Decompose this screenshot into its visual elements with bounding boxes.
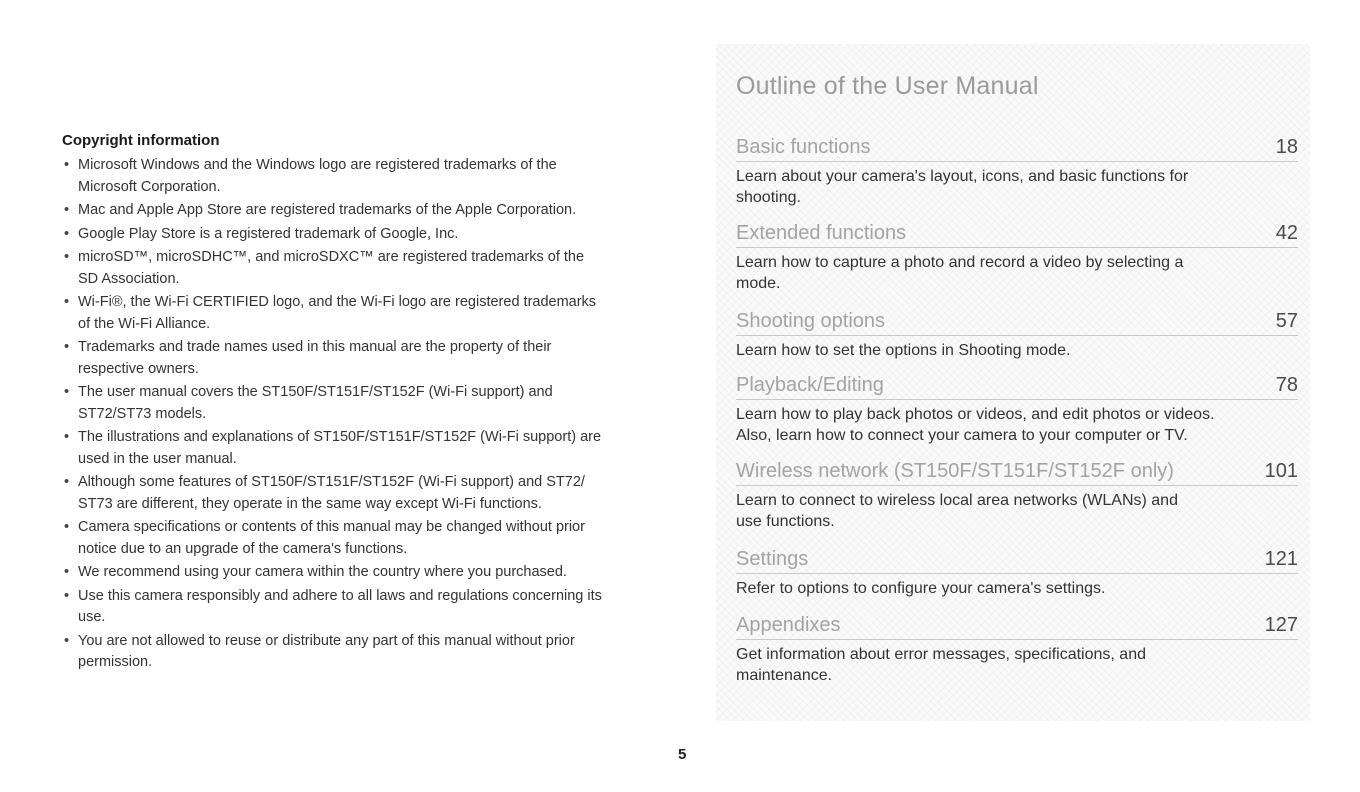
note-item: • Camera specifications or contents of this manual may be changed without prior notice due to an upgrade of the camera's functions.: [62, 517, 602, 560]
copyright-item: • Trademarks and trade names used in this manual are the property of their respective owners.: [62, 337, 602, 380]
section-description: Learn to connect to wireless local area networks (WLANs) and use functions.: [736, 492, 1178, 530]
section-page: 42: [1275, 222, 1298, 244]
note-item: • Use this camera responsibly and adhere to all laws and regulations concerning its use.: [62, 586, 602, 629]
left-column: [62, 132, 602, 676]
section-title: Appendixes: [736, 614, 841, 636]
section-page: 18: [1275, 136, 1298, 158]
note-item: • You are not allowed to reuse or distribute any part of this manual without prior permission.: [62, 631, 602, 674]
note-item: • The illustrations and explanations of ST150F/ST151F/ST152F (Wi-Fi support) are used in the user manual.: [62, 427, 602, 470]
section-description: Learn how to capture a photo and record a video by selecting a mode.: [736, 254, 1184, 292]
section-title: Wireless network (ST150F/ST151F/ST152F only): [736, 460, 1174, 482]
notes-list: [62, 382, 602, 674]
outline-title: Outline of the User Manual: [736, 72, 1039, 100]
outline-section-extended[interactable]: [736, 222, 1298, 294]
section-title: Basic functions: [736, 136, 871, 158]
section-page: 121: [1264, 548, 1298, 570]
section-page: 57: [1275, 310, 1298, 332]
section-page: 127: [1264, 614, 1298, 636]
section-title: Playback/Editing: [736, 374, 884, 396]
copyright-heading: Copyright information: [62, 132, 220, 149]
section-description: Get information about error messages, specifications, and maintenance.: [736, 646, 1146, 684]
section-description: Refer to options to configure your camera's settings.: [736, 580, 1106, 597]
section-page: 78: [1275, 374, 1298, 396]
outline-section-appendixes[interactable]: [736, 614, 1298, 686]
section-page: 101: [1264, 460, 1298, 482]
note-item: • Although some features of ST150F/ST151F/ST152F (Wi-Fi support) and ST72/ ST73 are different, they operate in the same way except Wi-Fi functions.: [62, 472, 602, 515]
outline-section-playback[interactable]: [736, 374, 1298, 446]
note-item: • The user manual covers the ST150F/ST151F/ST152F (Wi-Fi support) and ST72/ST73 models.: [62, 382, 602, 425]
outline-section-basic[interactable]: [736, 136, 1298, 208]
copyright-item: • Mac and Apple App Store are registered trademarks of the Apple Corporation.: [62, 200, 602, 222]
section-title: Shooting options: [736, 310, 886, 332]
copyright-item: • microSD™, microSDHC™, and microSDXC™ are registered trademarks of the SD Association.: [62, 247, 602, 290]
page-number: 5: [678, 746, 687, 763]
outline-section-wireless[interactable]: [736, 460, 1298, 532]
section-description: Learn how to set the options in Shooting mode.: [736, 342, 1071, 359]
outline-section-settings[interactable]: [736, 548, 1298, 599]
section-description: Learn how to play back photos or videos, and edit photos or videos. Also, learn how to connect your camera to your computer or TV.: [736, 406, 1215, 444]
copyright-item: • Wi-Fi®, the Wi-Fi CERTIFIED logo, and the Wi-Fi logo are registered trademarks of the Wi-Fi Alliance.: [62, 292, 602, 335]
section-description: Learn about your camera's layout, icons, and basic functions for shooting.: [736, 168, 1189, 206]
copyright-item: • Microsoft Windows and the Windows logo are registered trademarks of the Microsoft Corporation.: [62, 155, 602, 198]
copyright-list: [62, 155, 602, 380]
section-title: Extended functions: [736, 222, 907, 244]
outline-panel: [716, 44, 1310, 721]
outline-section-shooting[interactable]: [736, 310, 1298, 361]
copyright-item: • Google Play Store is a registered trademark of Google, Inc.: [62, 224, 602, 246]
section-title: Settings: [736, 548, 809, 570]
note-item: • We recommend using your camera within the country where you purchased.: [62, 562, 602, 584]
